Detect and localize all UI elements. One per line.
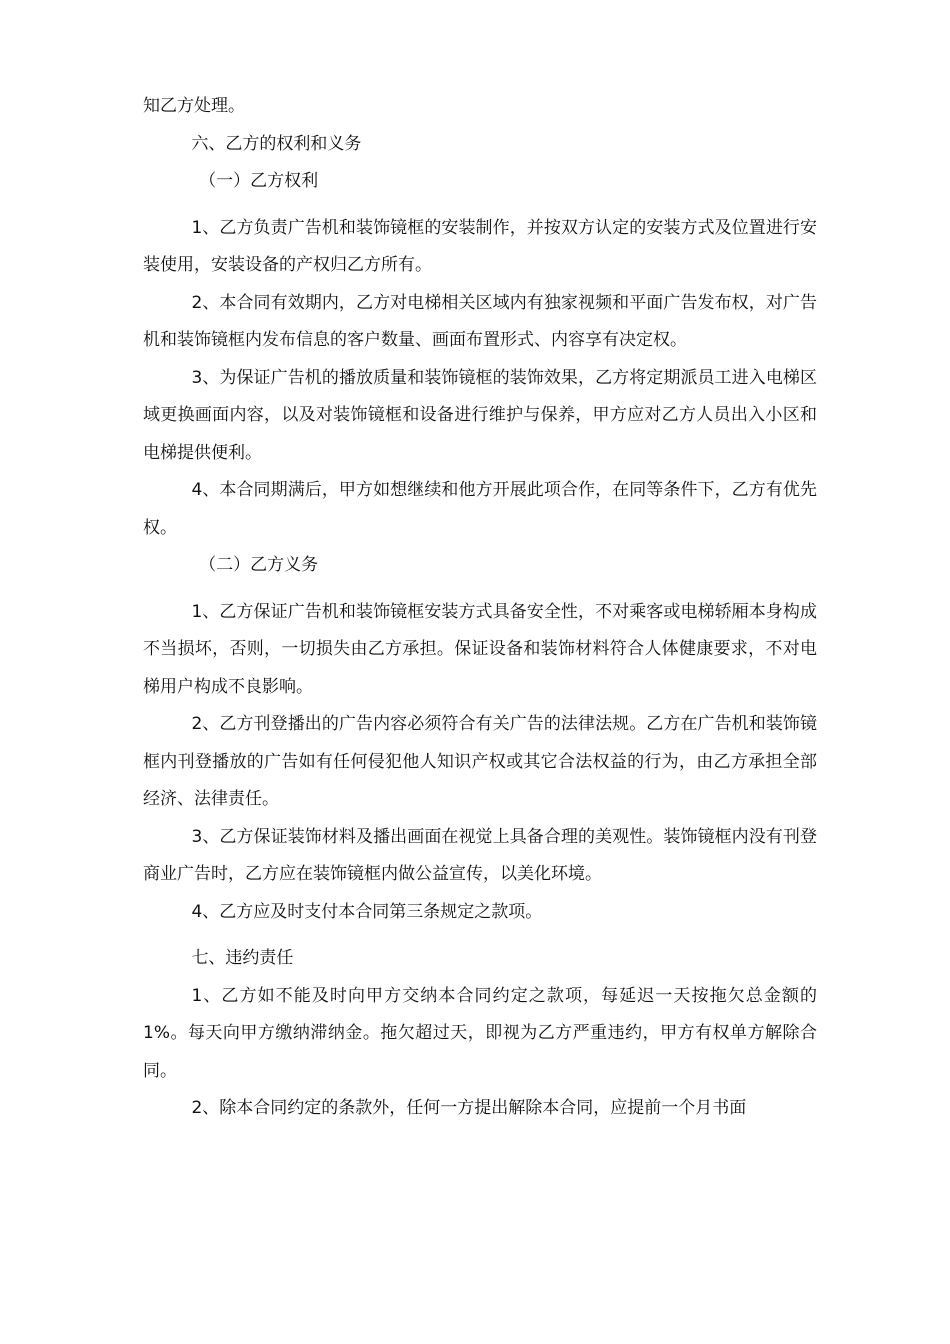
rights-title: （一）乙方权利 [199,171,319,191]
section-7-title: 七、违约责任 [191,948,294,968]
intro-tail-paragraph: 知乙方处理。 [143,96,245,116]
duties-item-2: 2、乙方刊登播出的广告内容必须符合有关广告的法律法规。乙方在广告机和装饰镜框内刊登播放的广告如有任何侵犯他人知识产权或其它合法权益的行为，由乙方承担全部经济、法律责任。 [143,714,817,809]
rights-item-4: 4、本合同期满后，甲方如想继续和他方开展此项合作，在同等条件下，乙方有优先权。 [143,480,817,538]
duties-item-3: 3、乙方保证装饰材料及播出画面在视觉上具备合理的美观性。装饰镜框内没有刊登商业广告时，乙方应在装饰镜框内做公益宣传，以美化环境。 [143,826,817,884]
document-body [143,88,817,1128]
duties-item-4: 4、乙方应及时支付本合同第三条规定之款项。 [191,901,543,922]
rights-item-1: 1、乙方负责广告机和装饰镜框的安装制作，并按双方认定的安装方式及位置进行安装使用，安装设备的产权归乙方所有。 [143,217,817,275]
rights-item-3: 3、为保证广告机的播放质量和装饰镜框的装饰效果，乙方将定期派员工进入电梯区域更换画面内容，以及对装饰镜框和设备进行维护与保养，甲方应对乙方人员出入小区和电梯提供便利。 [143,367,817,463]
section-6-title: 六、乙方的权利和义务 [191,133,362,154]
liability-item-1: 1、乙方如不能及时向甲方交纳本合同约定之款项，每延迟一天按拖欠总金额的1%。每天向甲方缴纳滞纳金。拖欠超过天，即视为乙方严重违约，甲方有权单方解除合同。 [143,985,817,1081]
duties-item-1: 1、乙方保证广告机和装饰镜框安装方式具备安全性，不对乘客或电梯轿厢本身构成不当损坏，否则，一切损失由乙方承担。保证设备和装饰材料符合人体健康要求，不对电梯用户构成不良影响。 [143,601,817,697]
liability-item-2: 2、除本合同约定的条款外，任何一方提出解除本合同，应提前一个月书面 [191,1098,747,1118]
rights-item-2: 2、本合同有效期内，乙方对电梯相关区域内有独家视频和平面广告发布权，对广告机和装饰镜框内发布信息的客户数量、画面布置形式、内容享有决定权。 [143,292,817,350]
duties-title: （二）乙方义务 [199,555,319,575]
